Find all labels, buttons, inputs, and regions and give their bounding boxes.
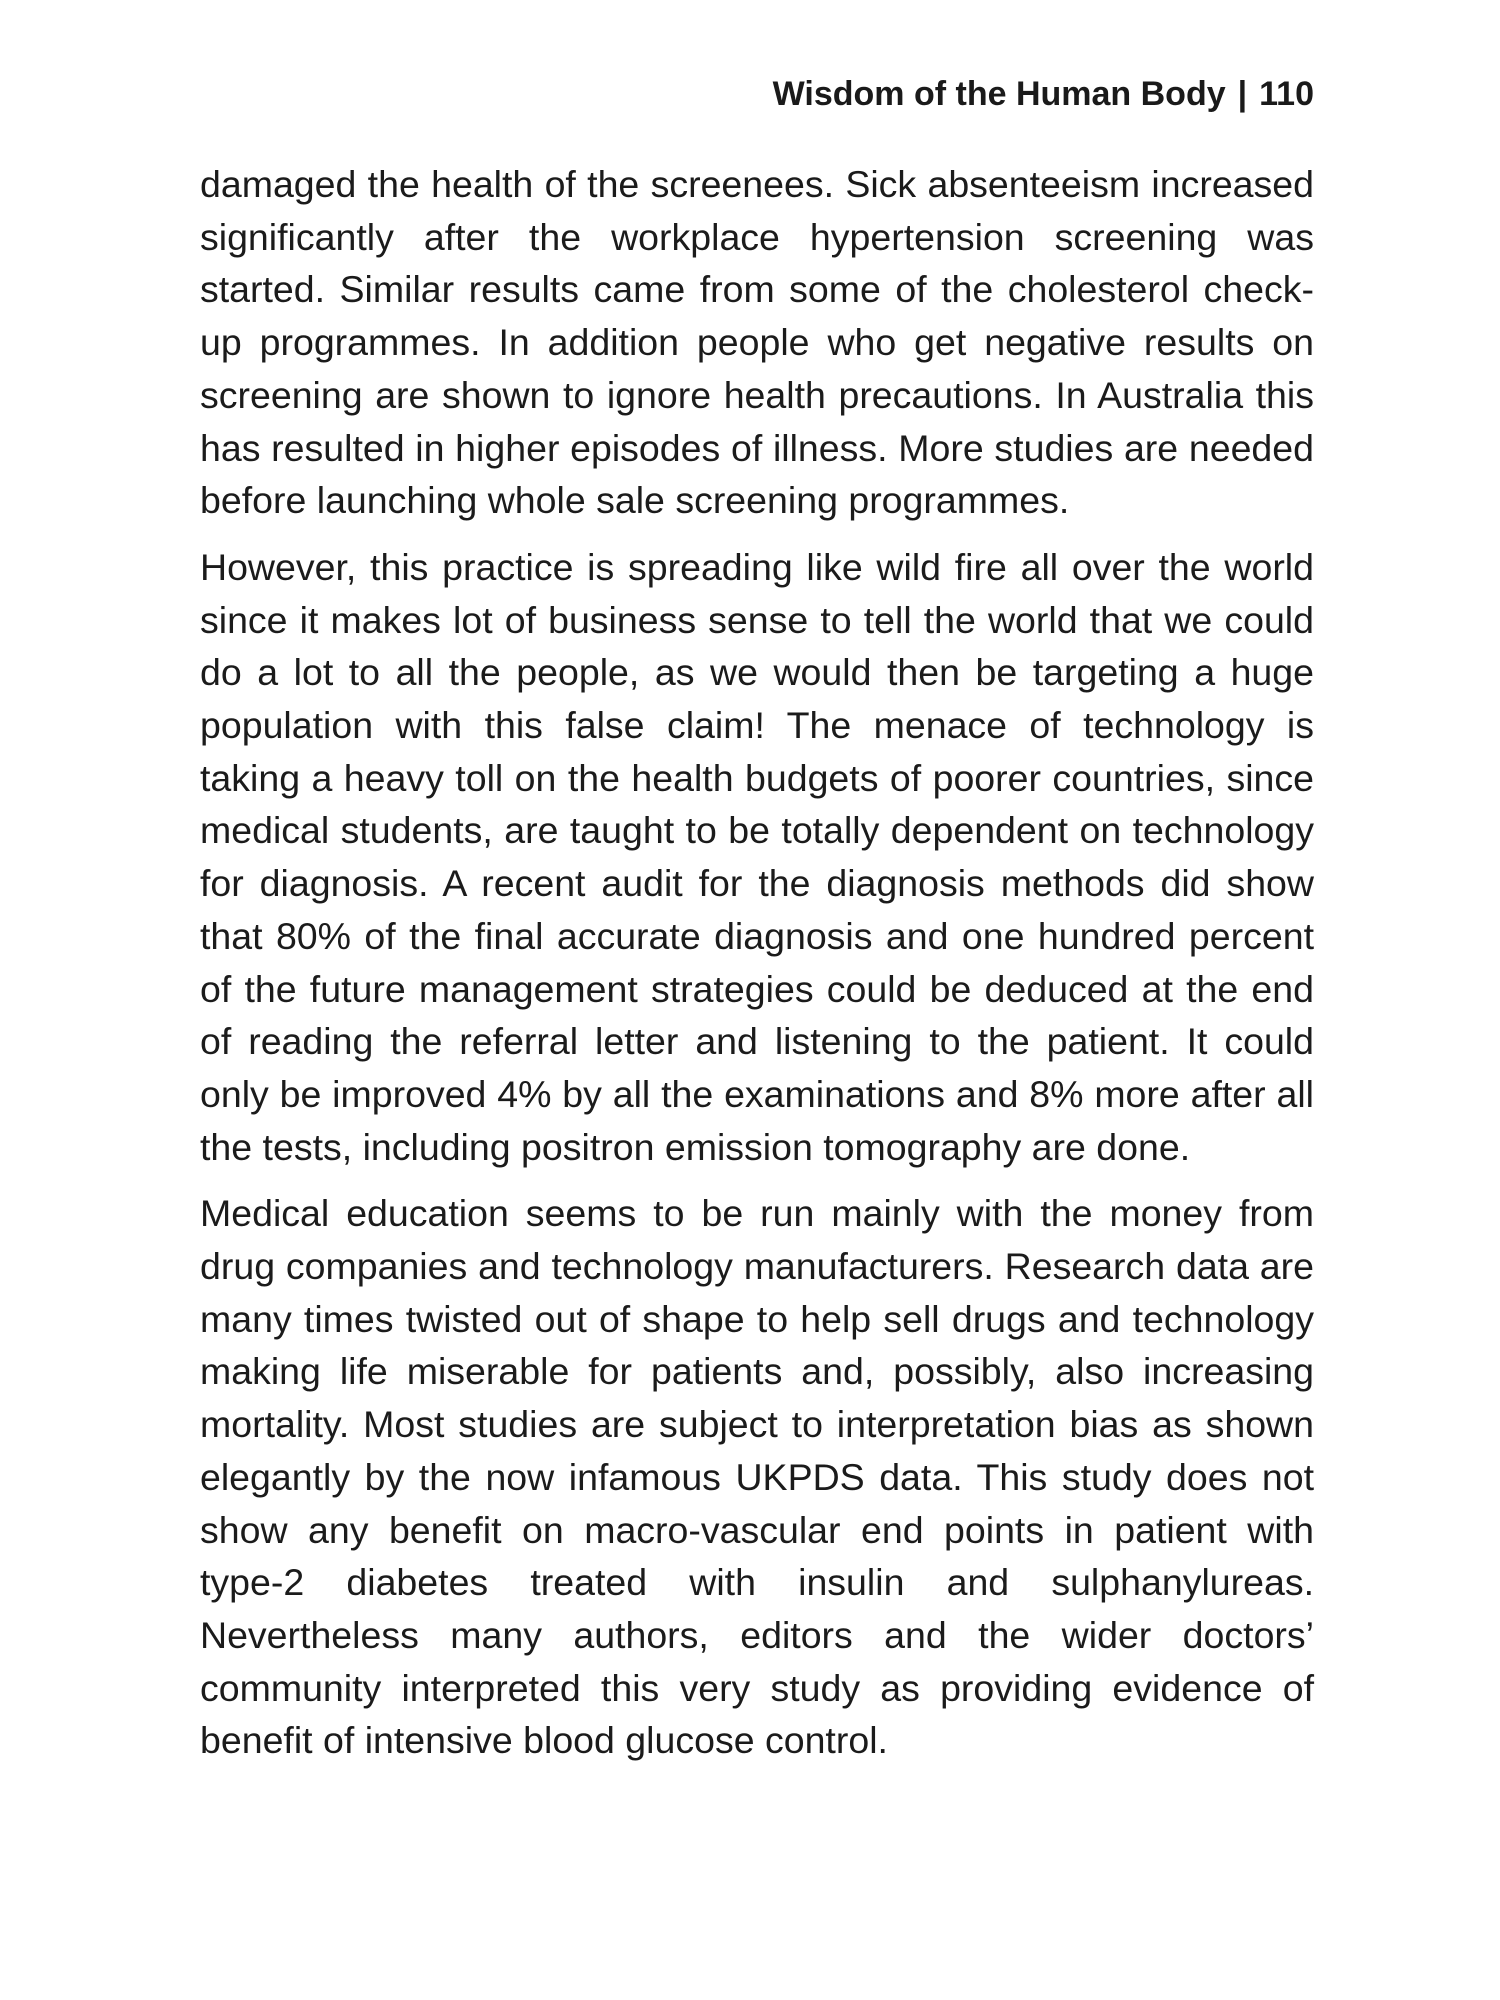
page-number: 110 — [1259, 75, 1314, 113]
paragraph: However, this practice is spreading like wild fire all over the world since it makes lot of business sense to tell the world that we could do a lot to all the people, as we would then be targeting a huge population with this false claim! The menace of technology is taking a heavy toll on the health budgets of poorer countries, since medical students, are taught to be totally dependent on technology for diagnosis. A recent audit for the diagnosis methods did show that 80% of the final accurate diagnosis and one hundred percent of the future management strategies could be deduced at the end of reading the referral letter and listening to the patient. It could only be improved 4% by all the examinations and 8% more after all the tests, including positron emission tomography are done. — [200, 545, 1314, 1168]
body-text — [200, 158, 1314, 1781]
paragraph: damaged the health of the screenees. Sick absenteeism increased significantly after the workplace hypertension screening was started. Similar results came from some of the cholesterol check-up programmes. In addition people who get negative results on screening are shown to ignore health precautions. In Australia this has resulted in higher episodes of illness. More studies are needed before launching whole sale screening programmes. — [200, 163, 1314, 522]
running-header — [200, 72, 1314, 116]
paragraph: Medical education seems to be run mainly with the money from drug companies and technology manufacturers. Research data are many times twisted out of shape to help sell drugs and technology making life miserable for patients and, possibly, also increasing mortality. Most studies are subject to interpretation bias as shown elegantly by the now infamous UKPDS data. This study does not show any benefit on macro-vascular end points in patient with type-2 diabetes treated with insulin and sulphanylureas. Nevertheless many authors, editors and the wider doctors’ community interpreted this very study as providing evidence of benefit of intensive blood glucose control. — [200, 1192, 1314, 1762]
book-title: Wisdom of the Human Body — [772, 75, 1226, 113]
header-separator: | — [1237, 75, 1248, 113]
